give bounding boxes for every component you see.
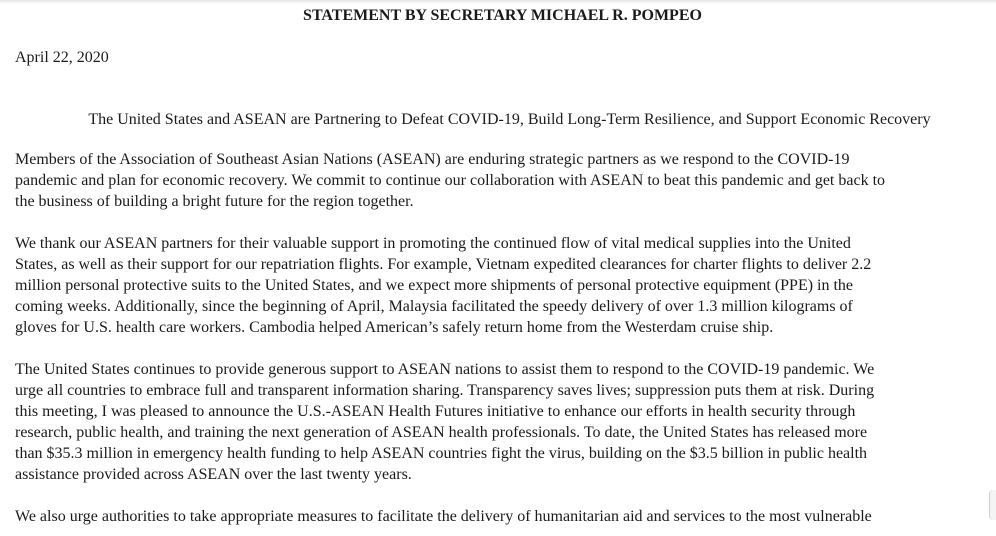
paragraph-line: pandemic and plan for economic recovery. We commit to continue our collaboration with ASEAN to beat this pandemic and get back to: [15, 172, 886, 189]
paragraph-line: We thank our ASEAN partners for their valuable support in promoting the continued flow of vital medical supplies into the United: [15, 235, 851, 252]
paragraph-line: than $35.3 million in emergency health funding to help ASEAN countries fight the virus, building on the $3.5 billion in public health: [15, 445, 868, 462]
paragraph-line: We also urge authorities to take appropriate measures to facilitate the delivery of humanitarian aid and services to the most vulnerable: [15, 508, 872, 525]
paragraph-line: this meeting, I was pleased to announce the U.S.-ASEAN Health Futures initiative to enhance our efforts in health security through: [15, 403, 856, 420]
paragraph-line: States, as well as their support for our repatriation flights. For example, Vietnam expedited clearances for charter flights to deliver 2.2: [15, 256, 872, 273]
paragraph-line: million personal protective suits to the United States, and we expect more shipments of personal protective equipment (PPE) in the: [15, 277, 854, 294]
top-edge-shadow: [0, 0, 996, 4]
paragraph-3: [15, 359, 990, 485]
paragraph-line: The United States continues to provide generous support to ASEAN nations to assist them to respond to the COVID-19 pandemic. We: [15, 361, 875, 378]
statement-date: April 22, 2020: [15, 49, 109, 66]
paragraph-line: urge all countries to embrace full and transparent information sharing. Transparency saves lives; suppression puts them at risk. During: [15, 382, 875, 399]
paragraph-line: the business of building a bright future for the region together.: [15, 193, 414, 210]
paragraph-1: [15, 149, 990, 212]
paragraph-4: [15, 506, 990, 527]
document-title: STATEMENT BY SECRETARY MICHAEL R. POMPEO: [303, 7, 702, 24]
scroll-handle[interactable]: [989, 490, 996, 520]
paragraph-line: gloves for U.S. health care workers. Cambodia helped American’s safely return home from the Westerdam cruise ship.: [15, 319, 774, 336]
paragraph-2: [15, 233, 990, 338]
paragraph-line: Members of the Association of Southeast Asian Nations (ASEAN) are enduring strategic partners as we respond to the COVID-19: [15, 151, 850, 168]
paragraph-line: coming weeks. Additionally, since the beginning of April, Malaysia facilitated the speedy delivery of over 1.3 million kilograms of: [15, 298, 853, 315]
paragraph-line: assistance provided across ASEAN over the last twenty years.: [15, 466, 412, 483]
statement-subtitle: The United States and ASEAN are Partnering to Defeat COVID-19, Build Long-Term Resilience, and Support Economic Recovery: [88, 111, 931, 128]
statement-document: [15, 6, 990, 527]
paragraph-line: research, public health, and training the next generation of ASEAN health professionals. To date, the United States has released more: [15, 424, 868, 441]
